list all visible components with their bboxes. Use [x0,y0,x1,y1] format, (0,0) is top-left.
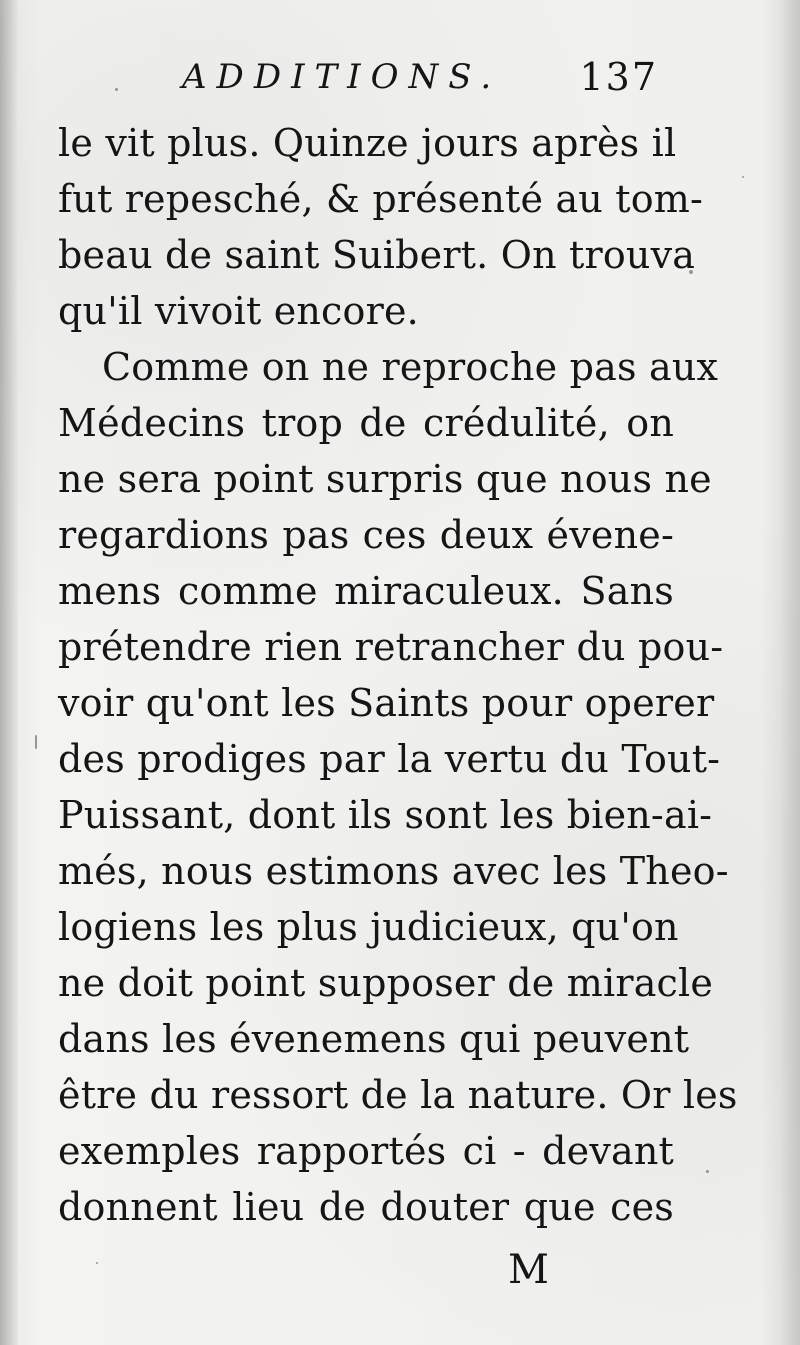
ink-speck [35,735,37,749]
text-line-12: des prodiges par la vertu du Tout- [58,737,721,781]
page-number: 137 [579,55,658,99]
ink-speck [706,1170,709,1173]
text-line-11: voir qu'ont les Saints pour operer [58,681,715,725]
text-line-2: fut repesché, & présenté au tom- [58,177,704,221]
text-line-17: dans les évenemens qui peuvent [58,1017,690,1061]
text-line-15: logiens les plus judicieux, qu'on [58,905,679,949]
text-line-3: beau de saint Suibert. On trouva [58,233,696,277]
main-text [58,115,738,1235]
text-line-8: regardions pas ces deux évene- [58,513,674,557]
text-line-13: Puissant, dont ils sont les bien-ai- [58,793,713,837]
ink-speck [96,1262,98,1264]
text-line-9: mens comme miraculeux. Sans [58,569,674,613]
text-line-18: être du ressort de la nature. Or les [58,1073,738,1117]
running-title: ADDITIONS. [182,57,502,97]
page-right-shadow [780,0,800,1345]
text-line-6: Médecins trop de crédulité, on [58,401,674,445]
text-line-19: exemples rapportés ci - devant [58,1129,674,1173]
ink-speck [115,88,118,91]
text-line-7: ne sera point surpris que nous ne [58,457,712,501]
text-line-16: ne doit point supposer de miracle [58,961,714,1005]
text-line-14: més, nous estimons avec les Theo- [58,849,729,893]
page-left-shadow [0,0,18,1345]
text-line-5: Comme on ne reproche pas aux [102,345,719,389]
catchword: M [508,1247,549,1293]
text-line-4: qu'il vivoit encore. [58,289,419,333]
text-line-10: prétendre rien retrancher du pou- [58,625,724,669]
page-header [170,55,670,114]
text-line-20: donnent lieu de douter que ces [58,1185,674,1229]
ink-speck [689,270,693,274]
text-line-1: le vit plus. Quinze jours après il [58,121,677,165]
ink-speck [742,176,744,178]
